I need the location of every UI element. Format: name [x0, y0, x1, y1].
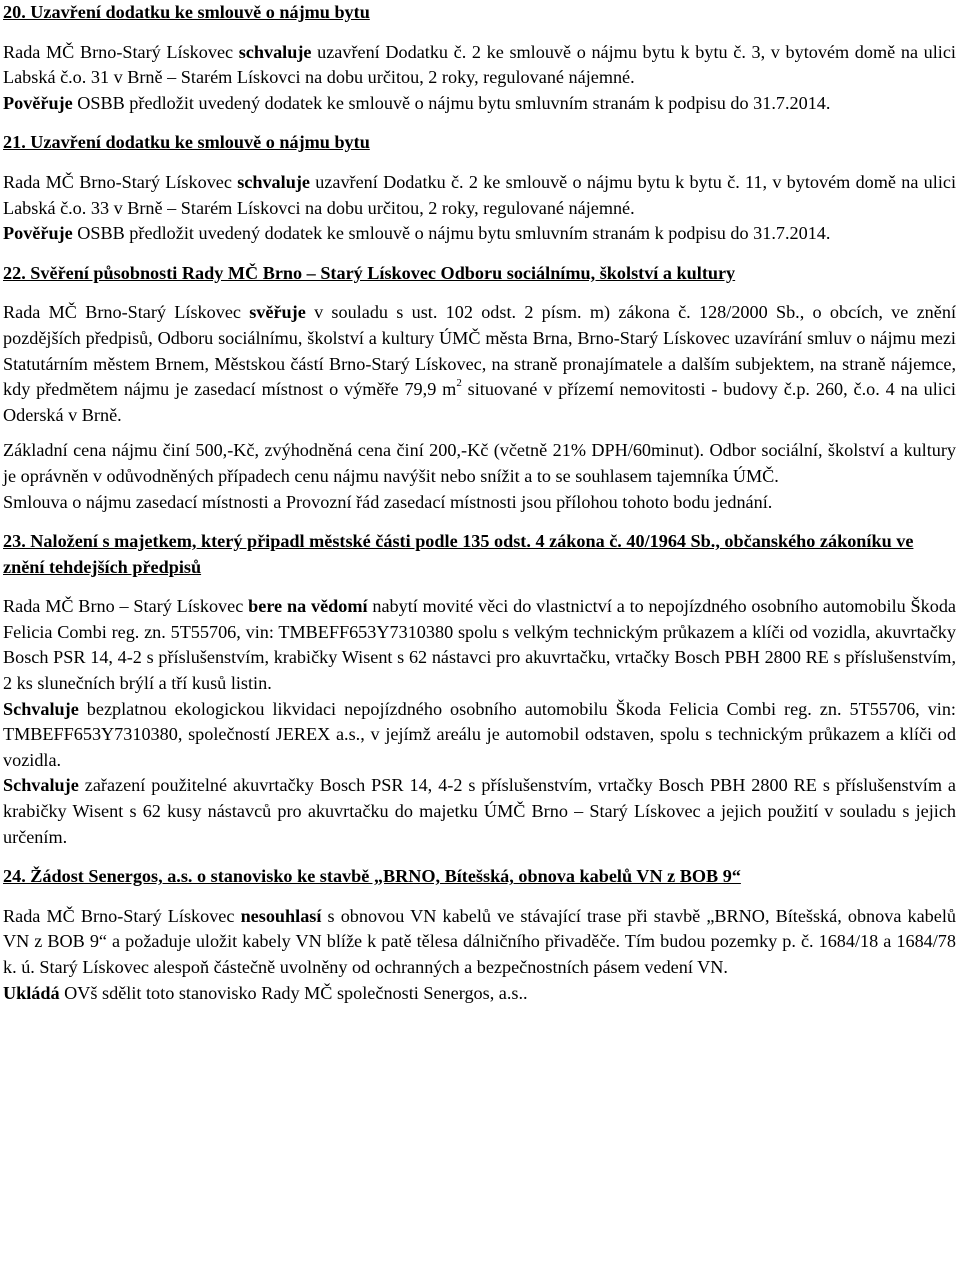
paragraph: Schvaluje bezplatnou ekologickou likvidaci nepojízdného osobního automobilu Škoda Felicia Combi reg. zn. 5T55706, vin: TMBEFF653Y7310380, společností JEREX a.s., v jejímž areálu je automobil odstaven, spolu s technickým průkazem a klíči od vozidla.: [3, 698, 956, 770]
section-24: [3, 864, 956, 1006]
paragraph: Rada MČ Brno-Starý Lískovec nesouhlasí s obnovou VN kabelů ve stávající trase při stavbě „BRNO, Bítešská, obnova kabelů VN z BOB 9“ a požaduje uložit kabely VN blíže k patě tělesa dálničního přivaděče. Tím budou pozemky p. č. 1684/18 a 1684/78 k. ú. Starý Lískovec alespoň částečně uvolněny od ochranných a bezpečnostních pásem vedení VN.: [3, 905, 956, 977]
paragraph: Rada MČ Brno – Starý Lískovec bere na vědomí nabytí movité věci do vlastnictví a to nepojízdného osobního automobilu Škoda Felicia Combi reg. zn. 5T55706, vin: TMBEFF653Y7310380 spolu s velkým technickým průkazem a klíči od vozidla, akuvrtačky Bosch PSR 14, 4-2 s příslušenstvím, krabičky Wisent s 62 nástavci pro akuvrtačku, vrtačky Bosch PBH 2800 RE s příslušenstvím, 2 ks slunečních brýlí a tří kusů listin.: [3, 596, 957, 694]
section-title: 24. Žádost Senergos, a.s. o stanovisko ke stavbě „BRNO, Bítešská, obnova kabelů VN z BOB 9“: [3, 866, 741, 887]
section-title: 22. Svěření působnosti Rady MČ Brno – Starý Lískovec Odboru sociálnímu, školství a kultury: [3, 262, 736, 283]
paragraph: Pověřuje OSBB předložit uvedený dodatek ke smlouvě o nájmu bytu smluvním stranám k podpisu do 31.7.2014.: [3, 223, 831, 244]
paragraph: Rada MČ Brno-Starý Lískovec schvaluje uzavření Dodatku č. 2 ke smlouvě o nájmu bytu k bytu č. 11, v bytovém domě na ulici Labská č.o. 33 v Brně – Starém Lískovci na dobu určitou, 2 roky, regulované nájemné.: [3, 171, 956, 218]
paragraph: Základní cena nájmu činí 500,-Kč, zvýhodněná cena činí 200,-Kč (včetně 21% DPH/60minut). Odbor sociální, školství a kultury je oprávněn v odůvodněných případech cenu nájmu navýšit nebo snížit a to se souhlasem tajemníka ÚMČ.: [3, 440, 956, 486]
paragraph: Rada MČ Brno-Starý Lískovec svěřuje v souladu s ust. 102 odst. 2 písm. m) zákona č. 128/2000 Sb., o obcích, ve znění pozdějších předpisů, Odboru sociálnímu, školství a kultury ÚMČ města Brna, Brno-Starý Lískovec uzavírání smluv o nájmu mezi Statutárním městem Brnem, Městskou částí Brno-Starý Lískovec, na straně pronajímatele a dalším subjektem, na straně nájemce, kdy předmětem nájmu je zasedací místnost o výměře 79,9 $m^2$ situované v přízemí nemovitosti - budovy č.p. 260, č.o. 4 na ulici Oderská v Brně.: [3, 302, 956, 425]
paragraph: Schvaluje zařazení použitelné akuvrtačky Bosch PSR 14, 4-2 s příslušenstvím, vrtačky Bosch PBH 2800 RE s příslušenstvím a krabičky Wisent s 62 kusy nástavců pro akuvrtačku do majetku ÚMČ Brno – Starý Lískovec a jejich použití v souladu s jejich určením.: [3, 775, 956, 847]
paragraph: Ukládá OVš sdělit toto stanovisko Rady MČ společnosti Senergos, a.s..: [3, 982, 528, 1003]
paragraph: Smlouva o nájmu zasedací místnosti a Provozní řád zasedací místnosti jsou přílohou tohoto bodu jednání.: [3, 491, 773, 512]
section-20: [3, 0, 956, 116]
section-21: [3, 130, 956, 246]
section-title: 21. Uzavření dodatku ke smlouvě o nájmu bytu: [3, 132, 370, 153]
section-title: 23. Naložení s majetkem, který připadl městské části podle 135 odst. 4 zákona č. 40/1964 Sb., občanského zákoníku ve znění tehdejších předpisů: [3, 531, 914, 577]
section-22: [3, 261, 956, 515]
paragraph: Rada MČ Brno-Starý Lískovec schvaluje uzavření Dodatku č. 2 ke smlouvě o nájmu bytu k bytu č. 3, v bytovém domě na ulici Labská č.o. 31 v Brně – Starém Lískovci na dobu určitou, 2 roky, regulované nájemné.: [3, 41, 956, 88]
section-23: [3, 529, 956, 850]
section-title: 20. Uzavření dodatku ke smlouvě o nájmu bytu: [3, 2, 370, 22]
paragraph: Pověřuje OSBB předložit uvedený dodatek ke smlouvě o nájmu bytu smluvním stranám k podpisu do 31.7.2014.: [3, 92, 831, 113]
